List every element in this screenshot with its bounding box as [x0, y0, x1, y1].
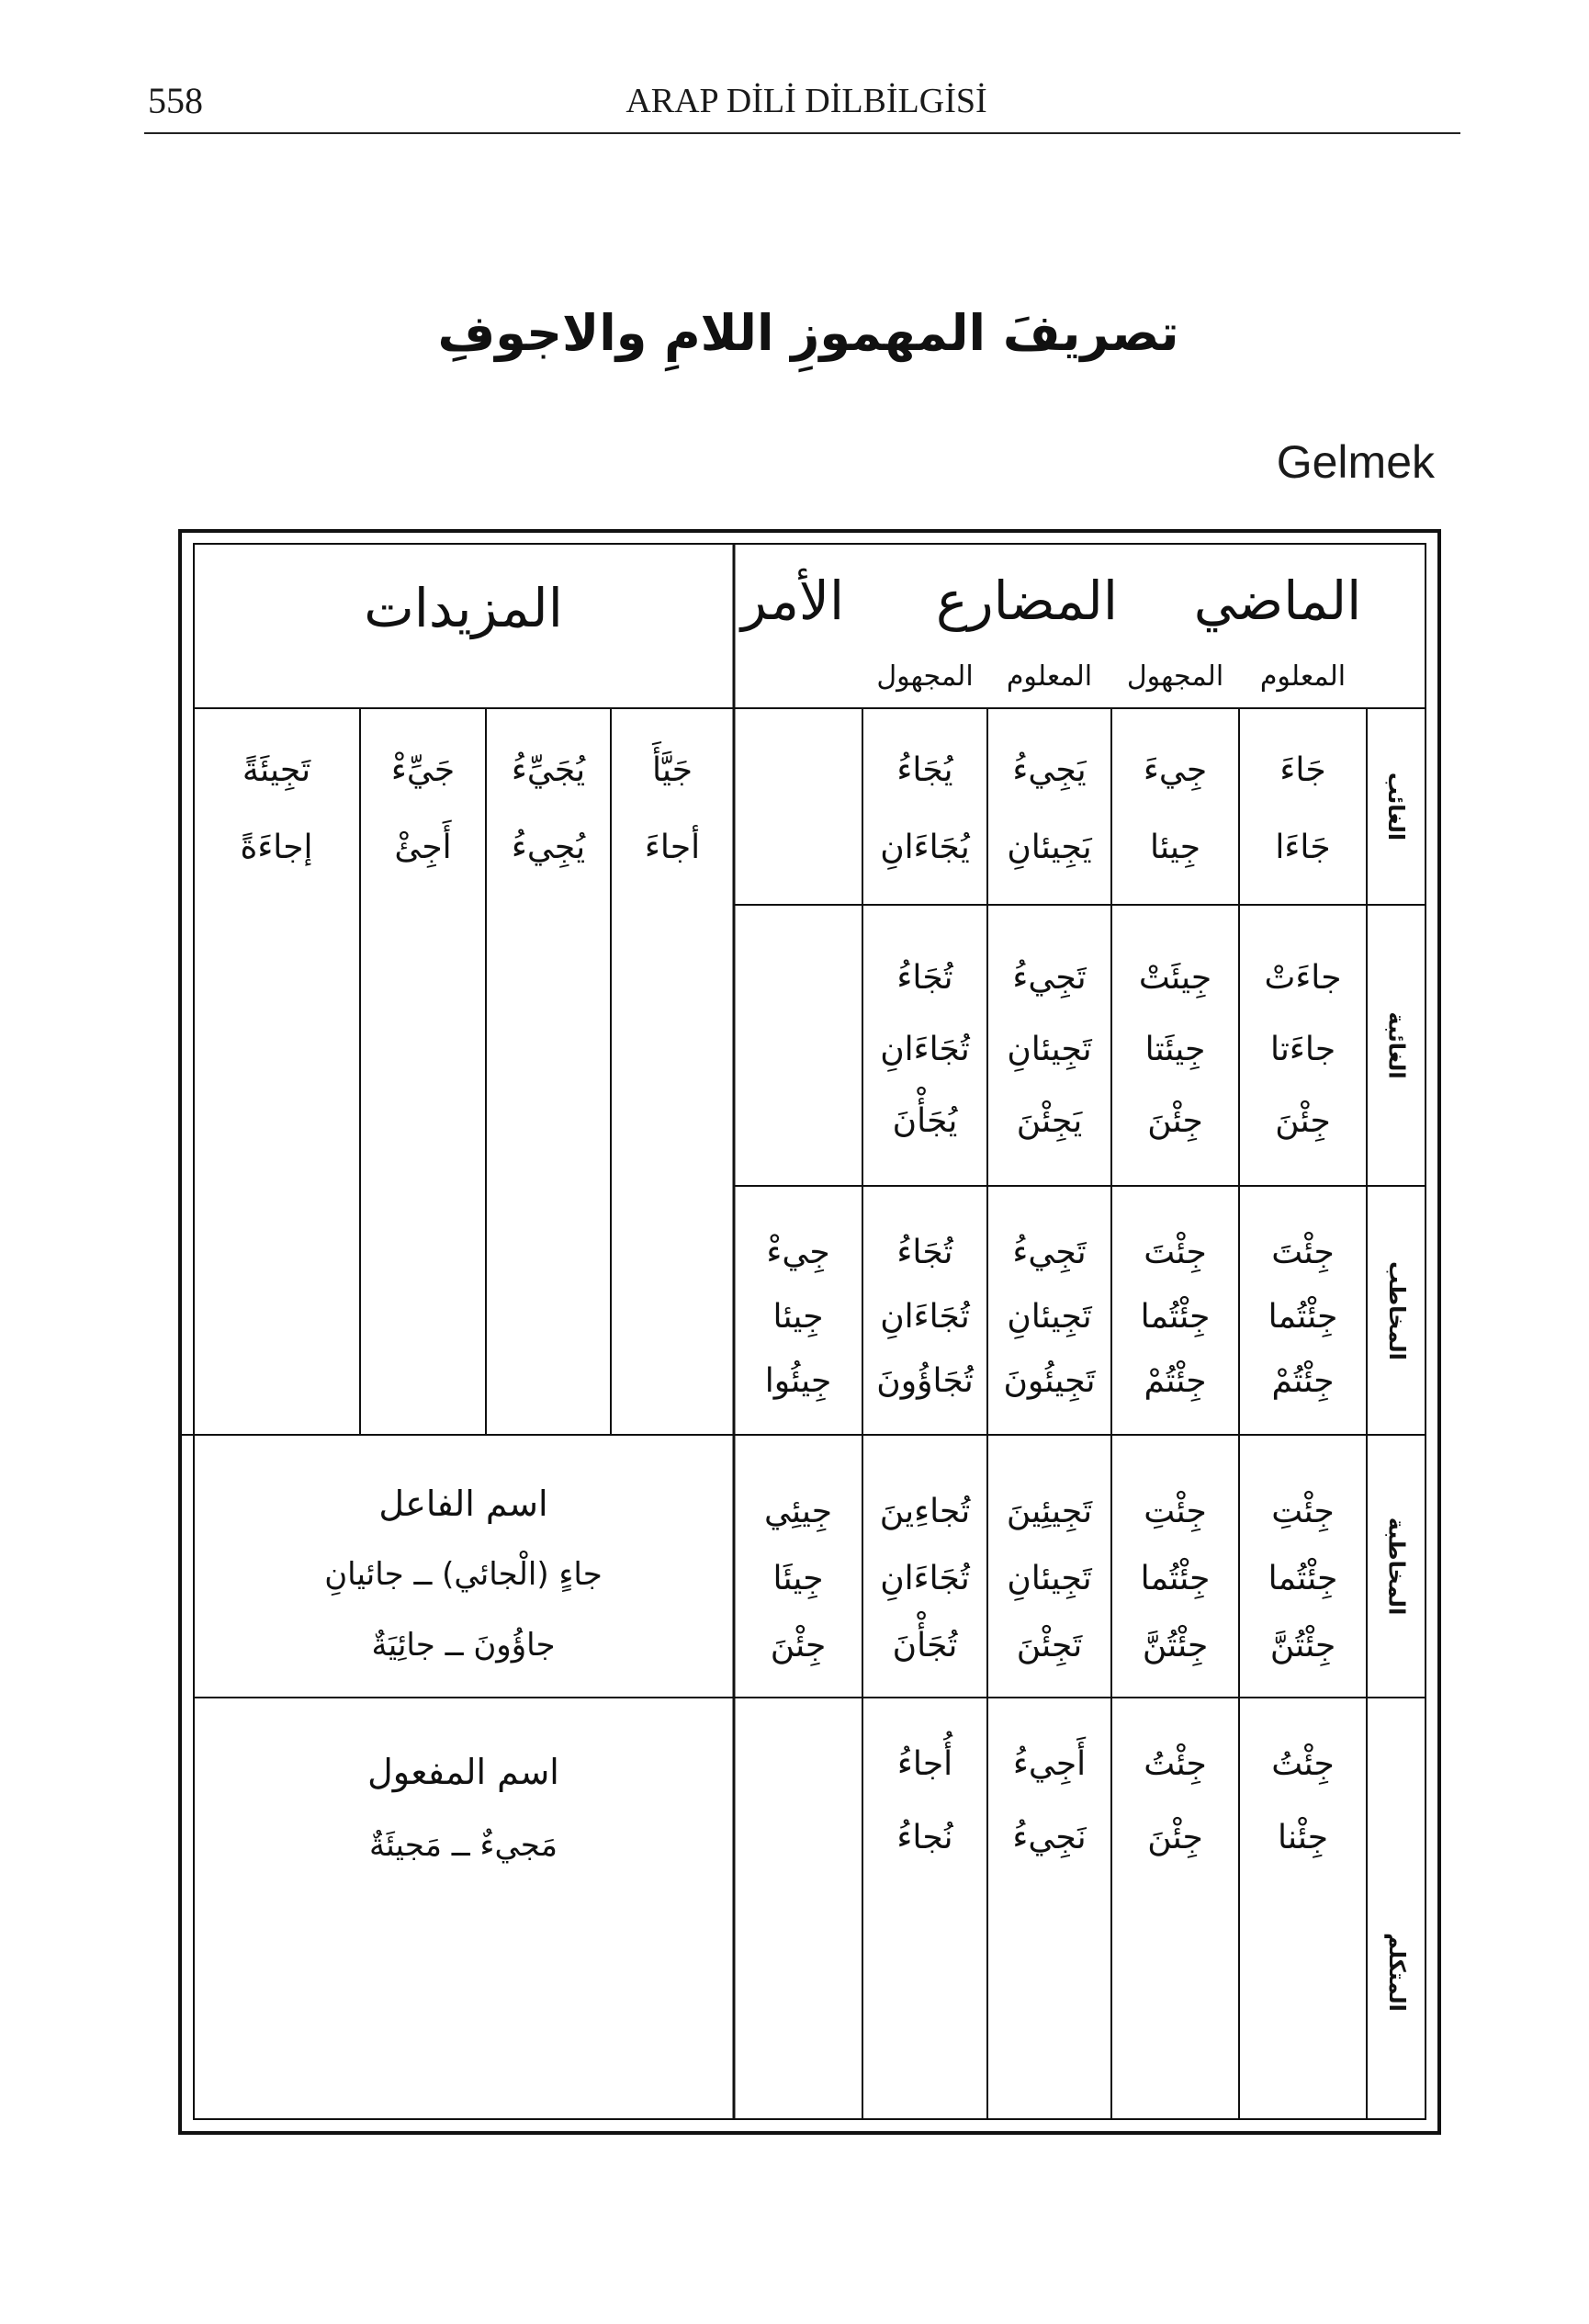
active-participle-form: جاءٍ (الْجائي) ــ جائيانِ: [324, 1556, 603, 1593]
verb-form: نَجِيءُ: [1012, 1819, 1087, 1856]
person-label: الغائبة: [1383, 1011, 1410, 1079]
imperative-cell: [734, 905, 862, 1186]
passive-participle-form: مَجيءٌ ــ مَجيئَةٌ: [369, 1827, 558, 1864]
derived-forms-header: المزيدات: [364, 577, 563, 639]
verb-form: أَجِيءُ: [1012, 1745, 1087, 1783]
verb-form: جِيئَتْ: [1138, 959, 1212, 997]
verb-form: تُجَاءُ: [896, 959, 953, 997]
verb-form: جِيءَ: [1143, 751, 1208, 789]
imperative-cell: [734, 708, 862, 905]
verb-form: تَجِئْنَ: [1016, 1627, 1083, 1664]
verb-form: جِئْتَ: [1144, 1234, 1207, 1271]
verb-form: جِيئَتا: [1144, 1031, 1206, 1068]
past-active-cell: [1239, 1698, 1367, 2120]
past-active-cell: [1239, 1186, 1367, 1435]
imperative-cell: [734, 1186, 862, 1435]
verb-form: تُجَاءَانِ: [880, 1298, 970, 1336]
verb-form: جِيئا: [1150, 829, 1200, 866]
present-active-cell: [987, 1435, 1111, 1698]
tense-imperative-header: الأمر: [740, 570, 845, 632]
verb-form: جِئْتُما: [1268, 1560, 1338, 1597]
present-active-cell: [987, 1698, 1111, 2120]
past-active-cell: [1239, 708, 1367, 905]
verb-form: جِيئُوا: [764, 1362, 832, 1400]
passive-participle-block: [193, 1698, 734, 2120]
person-label: الغائب: [1383, 772, 1410, 841]
derived-form: أَجِئْ: [394, 829, 452, 866]
voice-active-header: المعلوم: [1259, 660, 1347, 693]
verb-form: جِيئِي: [764, 1493, 832, 1530]
verb-form: تَجِيئانِ: [1007, 1031, 1092, 1068]
past-active-cell: [1239, 905, 1367, 1186]
imperative-cell: [734, 1435, 862, 1698]
verb-form: جِئْنَ: [1147, 1102, 1203, 1140]
verb-form: تُجَاءُ: [896, 1234, 953, 1271]
past-passive-cell: [1111, 1435, 1239, 1698]
verb-form: جَاءَ: [1279, 751, 1326, 789]
past-passive-cell: [1111, 1698, 1239, 2120]
derived-form: يُجِيءُ: [511, 829, 586, 866]
past-passive-cell: [1111, 708, 1239, 905]
present-passive-cell: [862, 1435, 987, 1698]
verb-form: جاءَتْ: [1264, 959, 1342, 997]
verb-form: جِيئا: [772, 1298, 824, 1336]
verb-form: يَجِئْنَ: [1016, 1102, 1083, 1140]
past-passive-cell: [1111, 1186, 1239, 1435]
verb-form: تَجِيءُ: [1012, 959, 1087, 997]
past-passive-cell: [1111, 905, 1239, 1186]
person-label-cell: [1367, 1698, 1426, 2120]
verb-form: جِئْتَ: [1271, 1234, 1335, 1271]
verb-form: تَجِيئانِ: [1007, 1298, 1092, 1336]
verb-form: تُجَاءَانِ: [880, 1031, 970, 1068]
person-label-cell: [1367, 905, 1426, 1186]
voice-active-header: المعلوم: [1006, 660, 1093, 693]
verb-form: يُجَاءَانِ: [880, 829, 970, 866]
verb-form: تُجَاؤُونَ: [876, 1362, 974, 1400]
verb-form: جِئْتُما: [1268, 1298, 1338, 1336]
verb-form: جِئْتُ: [1144, 1745, 1207, 1783]
verb-form: جِئْنَ: [770, 1627, 827, 1664]
verb-form: يَجِيئانِ: [1007, 829, 1092, 866]
verb-form: تُجَأْنَ: [892, 1627, 958, 1664]
verb-form: يُجَاءُ: [896, 751, 953, 789]
passive-participle-title: اسم المفعول: [367, 1752, 559, 1792]
derived-form: جَيَّأَ: [651, 751, 693, 789]
voice-passive-header: المجهول: [876, 660, 974, 693]
present-passive-cell: [862, 1186, 987, 1435]
tense-present-header: المضارع: [936, 570, 1118, 632]
derived-form: يُجَيِّءُ: [511, 751, 586, 789]
past-active-cell: [1239, 1435, 1367, 1698]
verb-form: جِئْتُ: [1271, 1745, 1335, 1783]
verb-form: جِئْنَ: [1275, 1102, 1331, 1140]
active-participle-title: اسم الفاعل: [378, 1484, 548, 1524]
running-title: ARAP DİLİ DİLBİLGİSİ: [625, 82, 987, 120]
voice-passive-header: المجهول: [1126, 660, 1224, 693]
imperative-cell: [734, 1698, 862, 2120]
active-participle-form: جاؤُونَ ــ جائِيَةٌ: [371, 1627, 556, 1664]
verb-form: جِيءْ: [766, 1234, 830, 1271]
derived-form-cell: [611, 708, 734, 1435]
derived-form: إجاءَةً: [240, 829, 313, 866]
present-passive-cell: [862, 708, 987, 905]
verb-form: جِئْتُما: [1140, 1298, 1211, 1336]
verb-form: تَجِيئانِ: [1007, 1560, 1092, 1597]
verb-form: تُجاءِينَ: [879, 1493, 971, 1530]
active-participle-block: [193, 1435, 734, 1698]
present-active-cell: [987, 1186, 1111, 1435]
derived-form-cell: [360, 708, 486, 1435]
tense-past-header: الماضي: [1193, 570, 1362, 632]
verb-form: جِئْتُمْ: [1271, 1362, 1335, 1400]
derived-form: جَيِّءْ: [390, 751, 456, 789]
verb-form: يَجِيءُ: [1012, 751, 1087, 789]
verb-meaning: Gelmek: [1276, 436, 1435, 488]
verb-form: جِئْتِ: [1144, 1493, 1207, 1530]
person-label: المتكلم: [1383, 1933, 1410, 2012]
verb-form: جَاءَا: [1275, 829, 1331, 866]
verb-form: جِئْتُنَّ: [1269, 1627, 1336, 1664]
person-label-cell: [1367, 708, 1426, 905]
verb-form: تَجِيئِينَ: [1006, 1493, 1093, 1530]
derived-form-cell: [193, 708, 360, 1435]
verb-form: أُجاءُ: [896, 1745, 953, 1783]
person-label-cell: [1367, 1435, 1426, 1698]
page-title: تصريفَ المهموزِ اللامِ والاجوفِ: [437, 304, 1179, 362]
derived-form: أجاءَ: [644, 829, 701, 866]
verb-form: جِئْنَ: [1147, 1819, 1203, 1856]
verb-form: جِئْتُمْ: [1144, 1362, 1207, 1400]
verb-form: جِئْتُنَّ: [1142, 1627, 1209, 1664]
verb-form: تَجِيءُ: [1012, 1234, 1087, 1271]
verb-form: جِيئَا: [772, 1560, 824, 1597]
verb-form: نُجاءُ: [896, 1819, 953, 1856]
present-active-cell: [987, 905, 1111, 1186]
person-label-cell: [1367, 1186, 1426, 1435]
present-passive-cell: [862, 905, 987, 1186]
derived-form-cell: [486, 708, 611, 1435]
person-label: المخاطب: [1383, 1260, 1410, 1360]
present-active-cell: [987, 708, 1111, 905]
verb-form: جِئْتِ: [1271, 1493, 1335, 1530]
derived-form: تَجِيئَةً: [242, 751, 311, 789]
page-number: 558: [148, 80, 203, 121]
verb-form: تُجَاءَانِ: [880, 1560, 970, 1597]
verb-form: جِئْنا: [1278, 1819, 1328, 1856]
person-label: المخاطبة: [1383, 1517, 1410, 1616]
verb-form: يُجَأْنَ: [892, 1102, 958, 1140]
present-passive-cell: [862, 1698, 987, 2120]
verb-form: تَجِيئُونَ: [1003, 1362, 1096, 1400]
verb-form: جاءَتا: [1269, 1031, 1336, 1068]
header-rule: [144, 132, 1460, 134]
verb-form: جِئْتُما: [1140, 1560, 1211, 1597]
